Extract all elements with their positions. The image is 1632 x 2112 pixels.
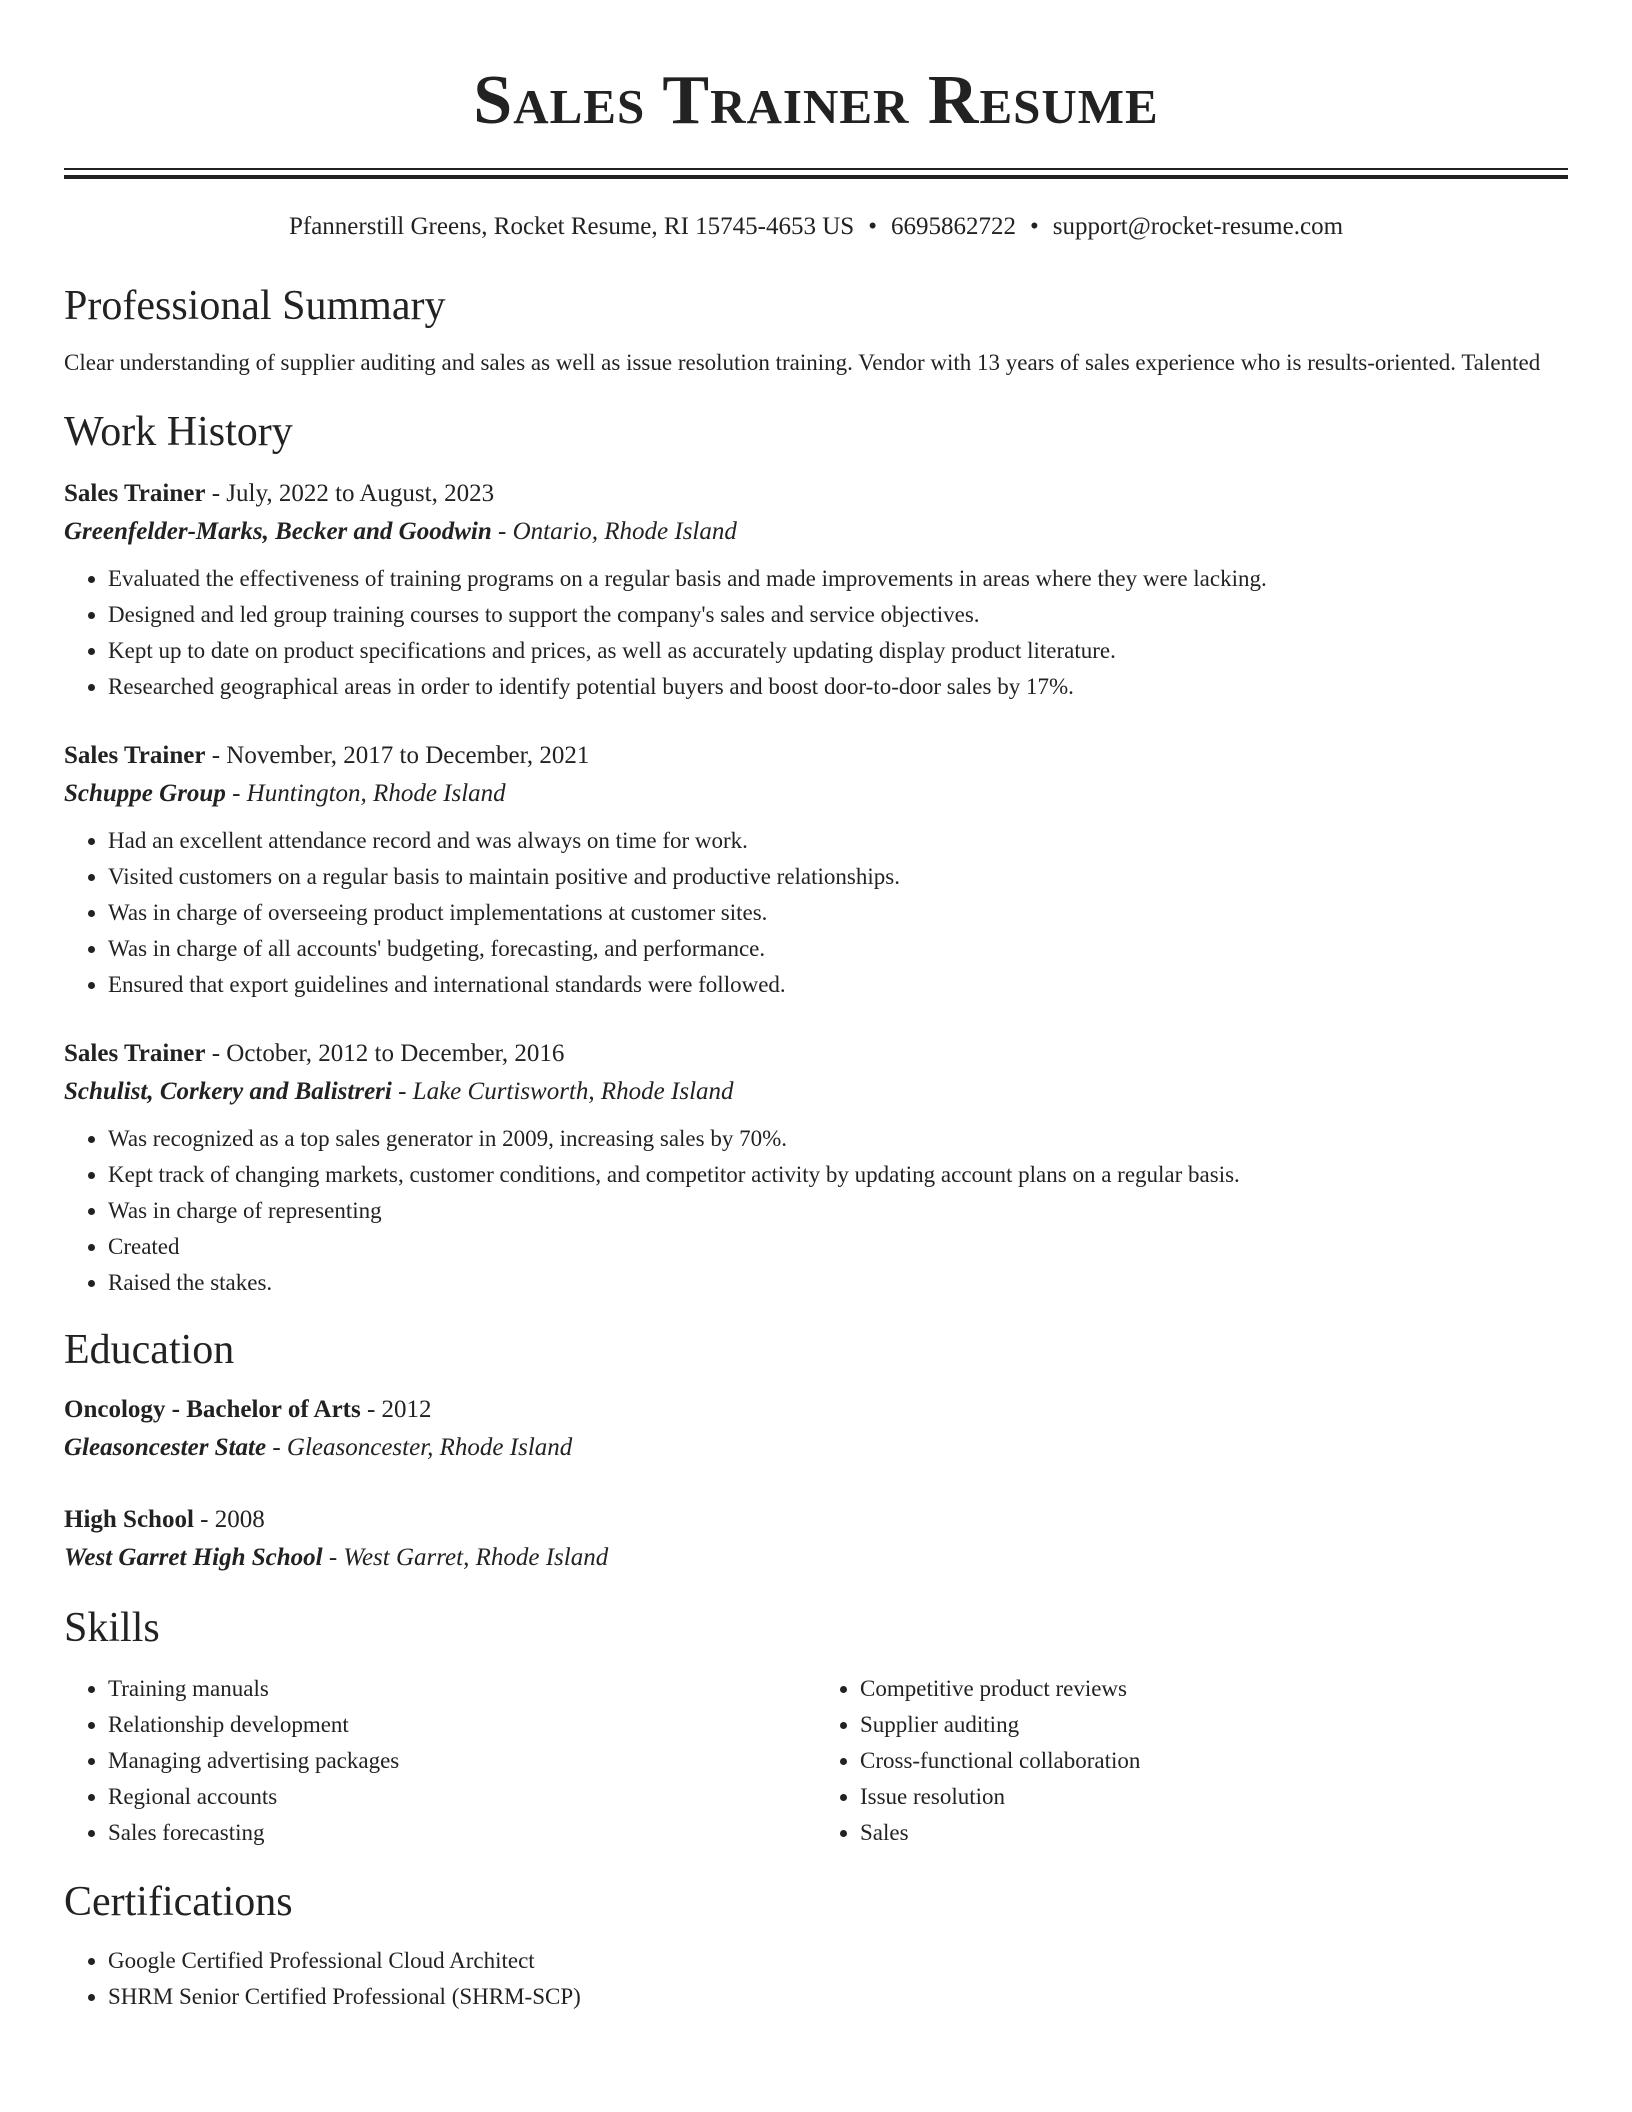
education-year: - 2012 <box>360 1396 432 1423</box>
title-divider-thin <box>64 168 1568 170</box>
education-school: West Garret High School <box>64 1544 323 1571</box>
education-degree: Oncology - Bachelor of Arts <box>64 1396 361 1423</box>
certification-item: • SHRM Senior Certified Professional (SHRM-SCP) <box>108 1979 1568 2015</box>
skill-item: • Regional accounts <box>108 1779 816 1815</box>
work-history-heading: Work History <box>64 409 293 455</box>
job-bullet: • Kept track of changing markets, customer conditions, and competitor activity by updating account plans on a regular basis. <box>108 1157 1568 1193</box>
job-entry <box>64 1035 1568 1301</box>
job-location: - Huntington, Rhode Island <box>225 780 506 807</box>
job-bullet: • Was recognized as a top sales generator in 2009, increasing sales by 70%. <box>108 1121 1568 1157</box>
education-entry <box>64 1501 1568 1577</box>
job-header <box>64 737 1568 775</box>
job-bullets <box>64 1121 1568 1301</box>
job-bullet: • Kept up to date on product specifications and prices, as well as accurately updating display product literature. <box>108 633 1568 669</box>
skills-columns <box>64 1671 1568 1851</box>
job-location: - Ontario, Rhode Island <box>491 518 737 545</box>
job-bullet: • Had an excellent attendance record and was always on time for work. <box>108 823 1568 859</box>
job-bullet: • Researched geographical areas in order to identify potential buyers and boost door-to-door sales by 17%. <box>108 669 1568 705</box>
job-employer <box>64 1073 1568 1111</box>
education-school-line <box>64 1429 1568 1467</box>
education-location: - West Garret, Rhode Island <box>322 1544 609 1571</box>
resume-title: Sales Trainer Resume <box>473 62 1159 139</box>
skills-list-left <box>64 1671 816 1851</box>
education-location: - Gleasoncester, Rhode Island <box>266 1434 573 1461</box>
job-bullet: • Raised the stakes. <box>108 1265 1568 1301</box>
certifications-list <box>64 1943 1568 2015</box>
education-degree-line <box>64 1391 1568 1429</box>
contact-line <box>64 211 1568 243</box>
skill-item: • Managing advertising packages <box>108 1743 816 1779</box>
contact-separator: • <box>1029 213 1039 240</box>
job-bullet: • Was in charge of representing <box>108 1193 1568 1229</box>
skill-item: • Issue resolution <box>860 1779 1568 1815</box>
education-degree-line <box>64 1501 1568 1539</box>
job-dates: - July, 2022 to August, 2023 <box>205 480 495 507</box>
job-bullet: • Evaluated the effectiveness of training programs on a regular basis and made improvements in areas where they were lacking. <box>108 561 1568 597</box>
education-degree: High School <box>64 1506 194 1533</box>
job-employer <box>64 513 1568 551</box>
job-company: Schuppe Group <box>64 780 226 807</box>
summary-heading: Professional Summary <box>64 283 446 329</box>
job-bullet: • Designed and led group training courses to support the company's sales and service objectives. <box>108 597 1568 633</box>
education-entry <box>64 1391 1568 1467</box>
job-header <box>64 1035 1568 1073</box>
skill-item: • Supplier auditing <box>860 1707 1568 1743</box>
contact-separator: • <box>868 213 877 240</box>
job-dates: - October, 2012 to December, 2016 <box>205 1040 565 1067</box>
skills-heading: Skills <box>64 1605 160 1651</box>
contact-email: support@rocket-resume.com <box>1052 213 1344 240</box>
job-title: Sales Trainer <box>64 480 206 507</box>
contact-phone: 6695862722 <box>890 213 1016 240</box>
job-bullet: • Was in charge of overseeing product implementations at customer sites. <box>108 895 1568 931</box>
job-dates: - November, 2017 to December, 2021 <box>205 742 590 769</box>
skill-item: • Sales forecasting <box>108 1815 816 1851</box>
job-bullet: • Visited customers on a regular basis to maintain positive and productive relationships. <box>108 859 1568 895</box>
job-location: - Lake Curtisworth, Rhode Island <box>391 1078 734 1105</box>
education-school: Gleasoncester State <box>64 1434 267 1461</box>
job-bullet: • Created <box>108 1229 1568 1265</box>
skill-item: • Competitive product reviews <box>860 1671 1568 1707</box>
job-bullet: • Was in charge of all accounts' budgeting, forecasting, and performance. <box>108 931 1568 967</box>
job-entry <box>64 475 1568 705</box>
skill-item: • Relationship development <box>108 1707 816 1743</box>
job-company: Greenfelder-Marks, Becker and Goodwin <box>64 518 492 545</box>
skill-item: • Sales <box>860 1815 1568 1851</box>
title-divider-thick <box>64 175 1568 179</box>
certifications-heading: Certifications <box>64 1879 293 1925</box>
job-company: Schulist, Corkery and Balistreri <box>64 1078 392 1105</box>
education-year: - 2008 <box>193 1506 265 1533</box>
summary-text: Clear understanding of supplier auditing and sales as well as issue resolution training. Vendor with 13 years of sales experience who is results-oriented. Talented <box>64 350 1541 375</box>
job-employer <box>64 775 1568 813</box>
skill-item: • Training manuals <box>108 1671 816 1707</box>
contact-address: Pfannerstill Greens, Rocket Resume, RI 15745-4653 US <box>288 213 855 240</box>
job-title: Sales Trainer <box>64 1040 206 1067</box>
job-bullet: • Ensured that export guidelines and international standards were followed. <box>108 967 1568 1003</box>
job-title: Sales Trainer <box>64 742 206 769</box>
education-heading: Education <box>64 1327 235 1373</box>
job-header <box>64 475 1568 513</box>
certification-item: • Google Certified Professional Cloud Architect <box>108 1943 1568 1979</box>
job-entry <box>64 737 1568 1003</box>
skill-item: • Cross-functional collaboration <box>860 1743 1568 1779</box>
skills-list-right <box>816 1671 1568 1851</box>
job-bullets <box>64 561 1568 705</box>
education-school-line <box>64 1539 1568 1577</box>
job-bullets <box>64 823 1568 1003</box>
